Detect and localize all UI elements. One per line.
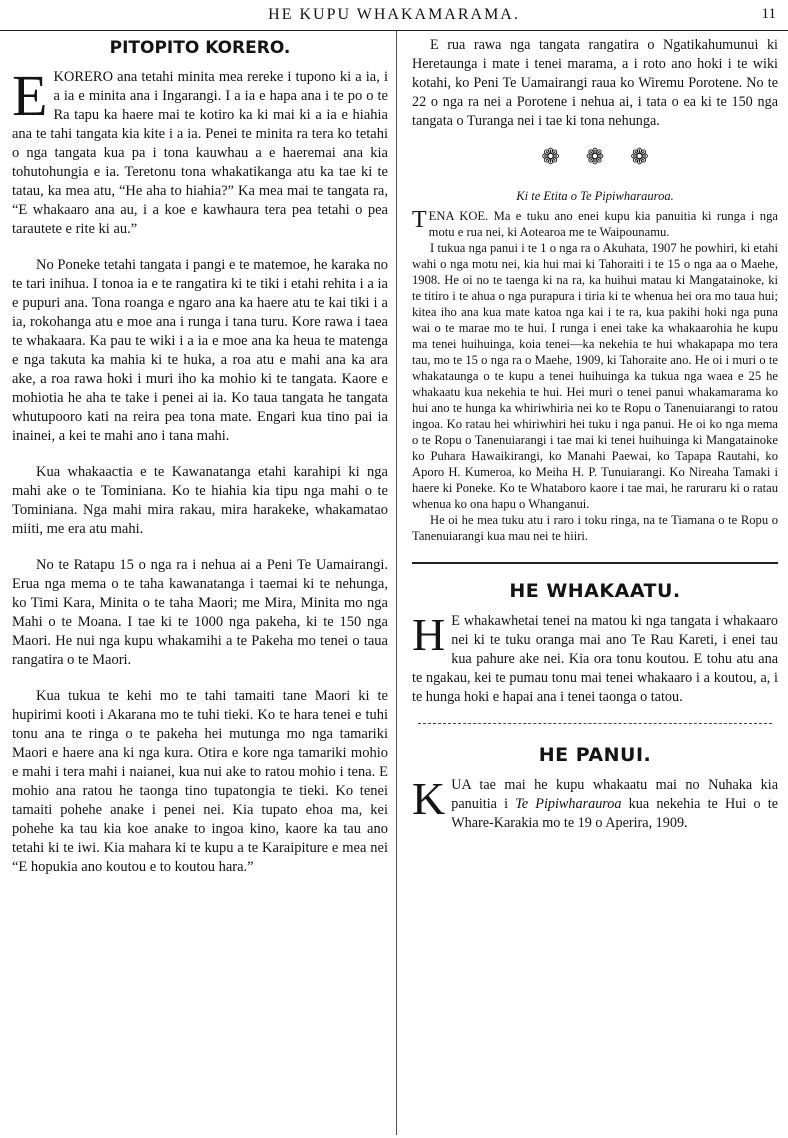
left-column bbox=[12, 36, 388, 894]
flower-ornament-icon: ❁ bbox=[541, 145, 560, 170]
page-number: 11 bbox=[761, 6, 776, 22]
letter-paragraph: I tukua nga panui i te 1 o nga ra o Akuhata, 1907 he powhiri, ki etahi wahi o nga motu nei, kia hui mai ki Tahoraiti i te 15 o nga aa o Maehe, 1908. He oi no te taenga ki na ra, ka huihui matau ki Mangatainoke, ki te titiro i te ahua o nga purapura i tiria ki te whenua hei ora mo taua hui; kitea iho ana kua mate katoa nga kai i te ra, kua pakihi hoki nga puna wai o te marae mo te hui. I runga i enei take ka whakaarohia he kupu ma tenei huihuinga, koia tenei—ka nekehia te hui whakapapa mo tera tau, mo te 15 o nga ra o Maehe, 1909, ki Tahoraite ano. He oi i muri o te whakataunga o te kupu a tenei huihuinga ka tukua nga waea e 25 he whakaatu kua nekehia te hui. Hei muri o tenei panui whakamarama ko hui ano te hunga ka whiriwhiria nei ko te Ropu o Tanenuiarangi to ratou ingoa. Ko ratau hei whiriwhiri hei tuku i nga panui. He oi ko nga mema o te Ropu o Tanenuiarangi i tae mai ki tenei huihuinga ki Mangatainoke ko Puhara Hawaikirangi, ko Manahi Paewai, ko Tapapa Rautahi, ko Aporo H. Kumeroa, ko Meiha H. P. Tunuiarangi. Ko Nireaha Tamaki i haere ki Poneke. Ko te Whataboro kaore i tae mai, he raruraru ki o ratau whenua ko ona hapu o Whanganui. bbox=[412, 241, 778, 511]
section-rule bbox=[412, 562, 778, 564]
drop-cap: T bbox=[412, 207, 427, 233]
article-paragraph: Kua whakaactia e te Kawanatanga etahi karahipi ki nga mahi ake o te Tominiana. Ko te hiahia kia tipu nga mahi o te Tominiana. Nga mahi mira rakau, mira harakeke, whakamatao miiti, me era atu mahi. bbox=[12, 464, 388, 537]
letter-paragraph: He oi he mea tuku atu i raro i toku ringa, na te Tiamana o te Ropu o Tanenuiarangi kua mau nei te hiiri. bbox=[412, 513, 778, 543]
paragraph-text: kua nekehia te Hui o te Whare-Karakia mo te 19 o Aperira, 1909. bbox=[451, 796, 778, 831]
pitopito-korero-heading: PITOPITO KORERO. bbox=[109, 38, 291, 58]
paragraph-text: E whakawhetai tenei na matou ki nga tangata i whakaaro nei ki te tuku oranga mai ano Te Rau Kareti, i enei tau kua pahure ake nei. Kia ora tonu koutou. E tohu atu ana te ngakau, kei te pumau tonu mai tenei whakaaro i a koutou, a, i te hunga hoki e hapai ana i tenei taonga o tatou. bbox=[412, 613, 778, 705]
notice-paragraph bbox=[412, 773, 778, 833]
drop-cap: K bbox=[412, 773, 446, 824]
paragraph-text: KORERO ana tetahi minita mea rereke i tupono ki a ia, i a ia e minita ana i Ingarangi. I a ia e hapa ana i te po o te Ra tapu ka haere mai te kotiro ka ki mai ki a ia e hiahia ana te tahi tangata kia kite i a ia. Penei te minita ra tera ko tetahi o nga tangata kua pa i tona kauwhau a e haeremai ana kia tohutohungia e ia. Teretonu tona whakatikanga atu ka tae ki te tatau, ka mea atu, “He aha to hiahia?” Ka mea mai te tangata ra, “E whakaaro ana au, i a koe e kawhaura tera pea tetahi o pea tarautete e rite ki au.” bbox=[12, 69, 388, 237]
article-paragraph: No Poneke tetahi tangata i pangi e te matemoe, he karaka no te tari inihua. I tonoa ia e te rangatira ki te tiki i etahi rehita i a ia e pupuri ana. Tona roanga e ngaro ana ka haere atu te kai tiki i a ia, rokohanga atu e moe ana i runga i tana turu. Kore rawa i taea te whakaara. Ka pau te wiki i a ia e moe ana ka heua te matenga e nga takuta ka mahia ki te huka, a roa atu e mahi ana ka ara ake, a roa rawa hoki i muri iho ka mohio ki te tangata. Kaore e mohiotia he aha te take i penei ai ia. Ko taua tangata he tangata whutupooro kati na reira pea tona mate. Engari kua tino pai ia inainei, a kei te mahi ano i tana mahi. bbox=[12, 257, 388, 444]
letter-title: Ki te Etita o Te Pipiwharauroa. bbox=[516, 189, 674, 203]
he-whakaatu-notice bbox=[412, 580, 778, 707]
ornament-row bbox=[412, 145, 778, 170]
flower-ornament-icon: ❁ bbox=[630, 145, 649, 170]
drop-cap: H bbox=[412, 609, 446, 660]
article-paragraph: Kua tukua te kehi mo te tahi tamaiti tane Maori ki te hupirimi kooti i Akarana mo te tuhi tieki. Ko te hara tenei e tuhi tonu ana te ringa o te pakeha hei mutunga mo nga tamariki Maori e haere ana ki nga kura. Otira e kore nga tamariki mohio e mahi i tera mahi i naianei, kua nui ake to ratou mohio i tena. E mohio ana ratou he taonga tino tupatongia te tieki. Ko tenei tamaiti pohehe anake i penei nei. Kia tupato ehoa ma, kei pohehe ka tau kia koe anake to ingoa kino, kaore ka tau ano tetahi ki te iwi. Kia mahara ki te kupu a te Karaipiture e mea nei “E hopukia ano koutou e to koutou hara.” bbox=[12, 688, 388, 875]
notice-paragraph bbox=[412, 609, 778, 707]
dashed-rule bbox=[418, 723, 772, 724]
paragraph-text: UA tae mai he kupu whakaatu mai no Nuhaka kia panuitia i bbox=[451, 777, 778, 812]
flower-ornament-icon: ❁ bbox=[585, 145, 605, 170]
publication-name: Te Pipiwharauroa bbox=[515, 796, 622, 812]
right-column bbox=[412, 36, 778, 833]
article-paragraph: No te Ratapu 15 o nga ra i nehua ai a Peni Te Uamairangi. Erua nga mema o te taha kawanatanga i taemai ki te nehunga, ko Timi Kara, Minita o te taha Maori; me Mira, Minita mo nga Mahi o te Moana. I tae ki te 1000 nga pakeha, ki te 150 nga Maori. He nui nga kupu whakamihi a te Pakeha mo tenei o taua rangatira o te Maori. bbox=[12, 557, 388, 668]
letter-to-editor bbox=[412, 188, 778, 544]
column-divider bbox=[396, 31, 397, 1135]
paragraph-text: ENA KOE. Ma e tuku ano enei kupu kia panuitia ki runga i nga motu e rua nei, ki Aotearoa me te Waipounamu. bbox=[428, 209, 778, 239]
running-title: HE KUPU WHAKAMARAMA. bbox=[268, 6, 520, 23]
article-paragraph: E rua rawa nga tangata rangatira o Ngatikahumunui ki Heretaunga i mate i tenei marama, a i roto ano hoki i te wiki kotahi, ko Peni Te Uamairangi raua ko Wiremu Porotene. No te 22 o nga ra nei a Porotene i nehua ai, i tata o ea ki te 150 nga tangata o Turanga nei i tae ki tona nehunga. bbox=[412, 37, 778, 129]
article-paragraph bbox=[12, 63, 388, 239]
drop-cap: E bbox=[12, 63, 48, 128]
letter-paragraph bbox=[412, 208, 778, 240]
he-panui-heading: HE PANUI. bbox=[538, 744, 652, 766]
he-panui-notice bbox=[412, 744, 778, 833]
he-whakaatu-heading: HE WHAKAATU. bbox=[509, 580, 681, 602]
running-header bbox=[0, 0, 788, 31]
